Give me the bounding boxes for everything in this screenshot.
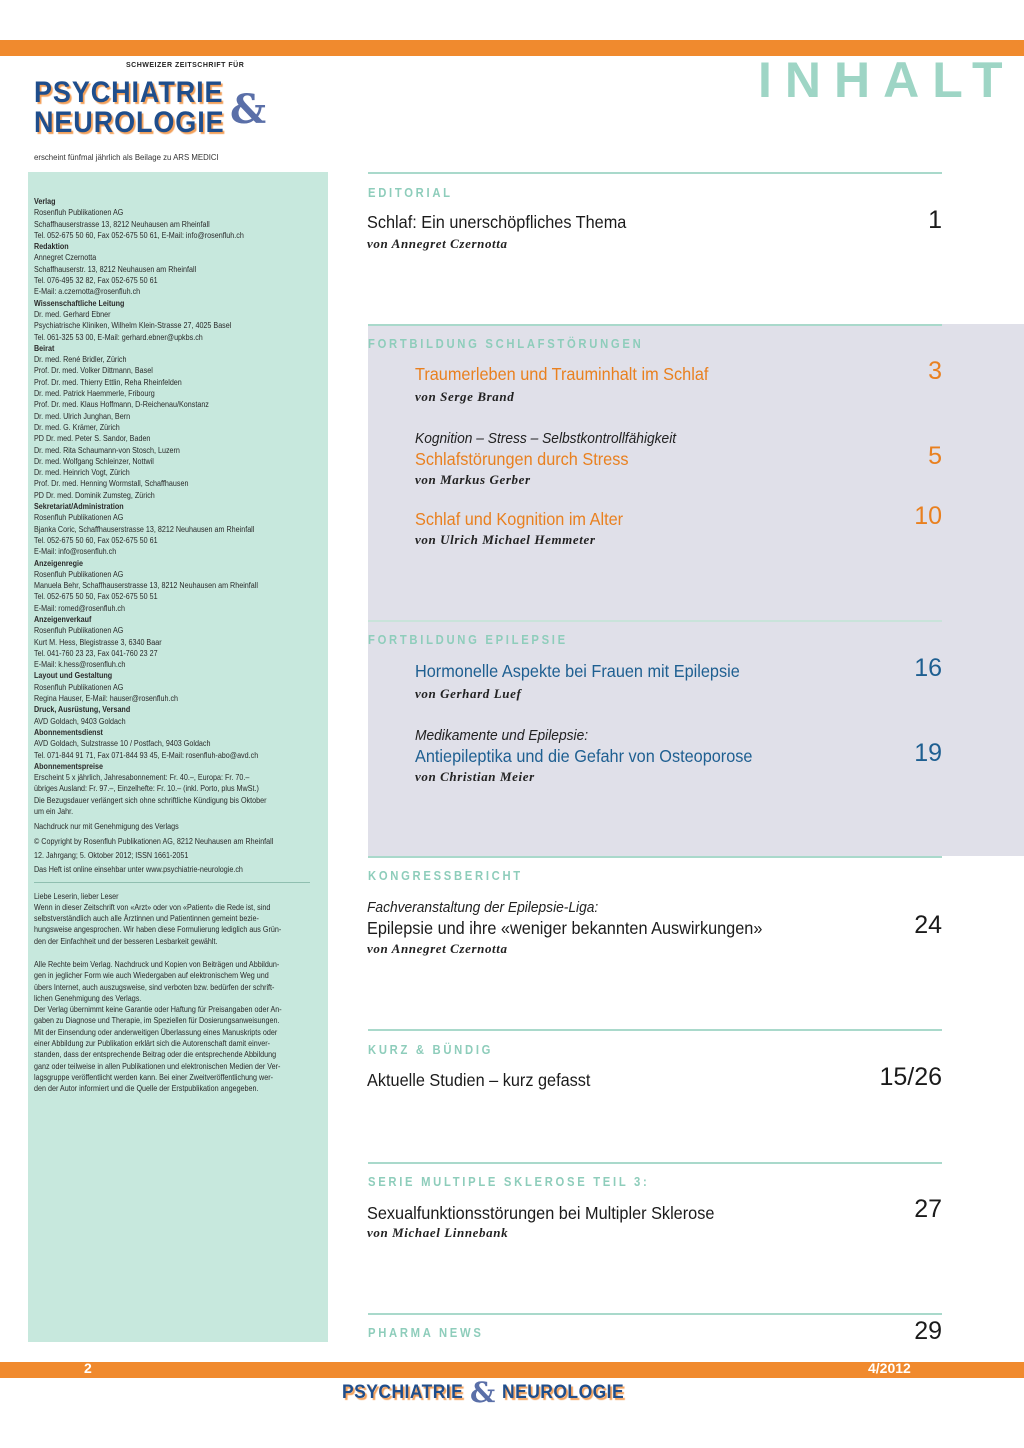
impressum-line: PD Dr. med. Peter S. Sandor, Baden [34, 434, 151, 444]
article-author-osteoporose: von Christian Meier [415, 769, 535, 784]
page-number-stress: 5 [928, 442, 942, 470]
reader-note-line: Liebe Leserin, lieber Leser [34, 891, 119, 901]
rights-note-line: ganz oder teilweise in allen Publikationen und elektronischen Medien der Ver- [34, 1061, 281, 1071]
footer-logo-word-psychiatrie: PSYCHIATRIE [342, 1382, 464, 1403]
footer-logo-word-neurologie: NEUROLOGIE [502, 1382, 625, 1403]
article-author-hormonelle: von Gerhard Luef [415, 686, 522, 701]
impressum-line: Schaffhauserstr. 13, 8212 Neuhausen am Rheinfall [34, 264, 197, 274]
impressum-heading: Abonnementsdienst [34, 727, 103, 737]
section-label-kurz: KURZ & BÜNDIG [368, 1043, 494, 1057]
logo-word-psychiatrie: PSYCHIATRIE [34, 76, 224, 109]
impressum-line: E-Mail: romed@rosenfluh.ch [34, 603, 126, 613]
impressum-line: AVD Goldach, Sulzstrasse 10 / Postfach, 9403 Goldach [34, 739, 211, 749]
impressum-line: Prof. Dr. med. Klaus Hoffmann, D-Reichenau/Konstanz [34, 400, 209, 410]
impressum-line: übriges Ausland: Fr. 97.–, Einzelhefte: Fr. 10.– (inkl. Porto, plus MwSt.) [34, 784, 259, 794]
impressum-line: Schaffhauserstrasse 13, 8212 Neuhausen am Rheinfall [34, 219, 210, 229]
impressum-line: Dr. med. Heinrich Vogt, Zürich [34, 468, 130, 478]
impressum-line: Tel. 071-844 91 71, Fax 071-844 93 45, E-Mail: rosenfluh-abo@avd.ch [34, 750, 259, 760]
rights-note-line: gaben zu Diagnose und Therapie, im Speziellen für Dosierungsanweisungen. [34, 1016, 280, 1026]
impressum-line: AVD Goldach, 9403 Goldach [34, 716, 126, 726]
page-number-pharma: 29 [914, 1317, 942, 1345]
section-divider [368, 856, 942, 858]
rights-note-line: lichen Genehmigung des Verlags. [34, 993, 142, 1003]
page-heading: INHALT [758, 52, 1016, 108]
logo-ampersand: & [230, 86, 267, 133]
rights-note-line: lagsgruppe veröffentlicht werden kann. Bei einer Zweitveröffentlichung wer- [34, 1072, 273, 1082]
page-number-kognition-alter: 10 [914, 502, 942, 530]
impressum-line: Rosenfluh Publikationen AG [34, 626, 124, 636]
rights-note-line: den der Autor informiert und die Quelle der Erstpublikation angegeben. [34, 1084, 259, 1094]
impressum-line: Dr. med. Ulrich Junghan, Bern [34, 411, 131, 421]
journal-logo [34, 62, 334, 172]
reader-note-line: Wenn in dieser Zeitschrift von «Arzt» oder von «Patient» die Rede ist, sind [34, 902, 271, 912]
section-label-epilepsie: FORTBILDUNG EPILEPSIE [368, 633, 568, 647]
logo-tagline: erscheint fünfmal jährlich als Beilage zu ARS MEDICI [34, 152, 219, 162]
impressum-line: Rosenfluh Publikationen AG [34, 208, 124, 218]
rights-note-line: Mit der Einsendung oder anderweitigen Überlassung eines Manuskripts oder [34, 1027, 278, 1037]
impressum-panel [28, 172, 328, 1342]
impressum-heading: Druck, Ausrüstung, Versand [34, 705, 131, 715]
article-title-osteoporose[interactable]: Antiepileptika und die Gefahr von Osteoporose [415, 746, 753, 766]
issue-number: 4/2012 [868, 1360, 911, 1376]
article-author-traumerleben: von Serge Brand [415, 389, 515, 404]
impressum-line: Erscheint 5 x jährlich, Jahresabonnement: Fr. 40.–, Europa: Fr. 70.– [34, 773, 250, 783]
impressum-line: Tel. 076-495 32 82, Fax 052-675 50 61 [34, 276, 158, 286]
impressum-line: Die Bezugsdauer verlängert sich ohne schriftliche Kündigung bis Oktober [34, 795, 267, 805]
page-number-traumerleben: 3 [928, 357, 942, 385]
article-title-stress[interactable]: Schlafstörungen durch Stress [415, 449, 629, 469]
article-author-stress: von Markus Gerber [415, 472, 531, 487]
article-title-hormonelle[interactable]: Hormonelle Aspekte bei Frauen mit Epilepsie [415, 661, 740, 681]
article-title-ms[interactable]: Sexualfunktionsstörungen bei Multipler Sklerose [367, 1203, 715, 1223]
impressum-line: PD Dr. med. Dominik Zumsteg, Zürich [34, 490, 155, 500]
page-number-ms: 27 [914, 1195, 942, 1223]
page-number-hormonelle: 16 [914, 654, 942, 682]
impressum-line: Rosenfluh Publikationen AG [34, 682, 124, 692]
impressum-heading: Beirat [34, 343, 55, 353]
section-divider [368, 1313, 942, 1315]
article-author-ms: von Michael Linnebank [367, 1225, 509, 1240]
article-author-editorial: von Annegret Czernotta [367, 236, 508, 251]
rights-note-line: einer Abbildung zur Publikation erklärt sich die Autorenschaft damit einver- [34, 1039, 271, 1049]
impressum-line: Dr. med. Patrick Haemmerle, Fribourg [34, 389, 155, 399]
section-label-schlaf: FORTBILDUNG SCHLAFSTÖRUNGEN [368, 337, 644, 351]
impressum-heading: Verlag [34, 197, 56, 206]
impressum-heading: Layout und Gestaltung [34, 671, 113, 681]
section-divider [368, 620, 942, 622]
article-title-editorial[interactable]: Schlaf: Ein unerschöpfliches Thema [367, 212, 627, 232]
impressum-line: Dr. med. G. Krämer, Zürich [34, 422, 120, 432]
reader-note-line: selbstverständlich auch alle Ärztinnen und Patientinnen gemeint bezie- [34, 914, 259, 924]
impressum-line: E-Mail: k.hess@rosenfluh.ch [34, 660, 126, 670]
impressum-heading: Redaktion [34, 242, 69, 252]
article-kicker-kongress: Fachveranstaltung der Epilepsie-Liga: [367, 900, 599, 916]
impressum-heading: Anzeigenverkauf [34, 614, 92, 624]
impressum-note: Nachdruck nur mit Genehmigung des Verlags [34, 822, 179, 832]
impressum-line: Dr. med. Wolfgang Schleinzer, Nottwil [34, 456, 154, 466]
rights-note-line: Alle Rechte beim Verlag. Nachdruck und Kopien von Beiträgen und Abbildun- [34, 960, 280, 969]
impressum-line: Rosenfluh Publikationen AG [34, 569, 124, 579]
article-title-kurz[interactable]: Aktuelle Studien – kurz gefasst [367, 1070, 591, 1090]
section-label-pharma: PHARMA NEWS [368, 1326, 484, 1340]
spacer [34, 947, 324, 959]
rights-note-line: gen in jeglicher Form wie auch Wiedergaben auf elektronischem Weg und [34, 971, 269, 981]
impressum-heading: Abonnementspreise [34, 761, 103, 771]
impressum-note: © Copyright by Rosenfluh Publikationen AG, 8212 Neuhausen am Rheinfall [34, 836, 274, 846]
section-divider [368, 1029, 942, 1031]
section-label-editorial: EDITORIAL [368, 186, 453, 200]
folio-page-number: 2 [84, 1360, 92, 1376]
article-title-kongress[interactable]: Epilepsie und ihre «weniger bekannten Auswirkungen» [367, 918, 763, 938]
impressum-line: Dr. med. Gerhard Ebner [34, 309, 111, 319]
page-number-kongress: 24 [914, 911, 942, 939]
impressum-note: Das Heft ist online einsehbar unter www.psychiatrie-neurologie.ch [34, 865, 243, 875]
impressum-line: um ein Jahr. [34, 807, 74, 817]
section-divider [368, 172, 942, 174]
page-number-kurz: 15/26 [879, 1063, 942, 1091]
impressum-line: Dr. med. Rita Schaumann-von Stosch, Luzern [34, 445, 180, 455]
footer-logo [320, 1378, 650, 1412]
article-title-traumerleben[interactable]: Traumerleben und Trauminhalt im Schlaf [415, 364, 709, 384]
impressum-note: 12. Jahrgang; 5. Oktober 2012; ISSN 1661-2051 [34, 850, 189, 860]
impressum-line: Tel. 061-325 53 00, E-Mail: gerhard.ebner@upkbs.ch [34, 332, 203, 342]
impressum-line: Prof. Dr. med. Thierry Ettlin, Reha Rheinfelden [34, 377, 182, 387]
impressum-line: Dr. med. René Bridler, Zürich [34, 355, 127, 365]
rights-note-line: übers Internet, auch auszugsweise, sind verboten bzw. bedürfen der schrift- [34, 982, 275, 992]
footer-logo-ampersand: & [470, 1376, 496, 1409]
section-label-ms: SERIE MULTIPLE SKLEROSE TEIL 3: [368, 1175, 650, 1189]
section-divider [368, 324, 942, 326]
impressum-line: Prof. Dr. med. Volker Dittmann, Basel [34, 366, 153, 376]
impressum-line: Regina Hauser, E-Mail: hauser@rosenfluh.ch [34, 694, 179, 704]
logo-subtitle: SCHWEIZER ZEITSCHRIFT FÜR [126, 62, 245, 69]
rights-note-line: standen, dass der entsprechende Beitrag oder die entsprechende Abbildung [34, 1050, 277, 1060]
article-author-kognition-alter: von Ulrich Michael Hemmeter [415, 532, 596, 547]
impressum-line: Manuela Behr, Schaffhauserstrasse 13, 8212 Neuhausen am Rheinfall [34, 581, 258, 591]
reader-note-line: hungsweise angesprochen. Wir haben diese Formulierung lediglich aus Grün- [34, 925, 282, 935]
article-title-kognition-alter[interactable]: Schlaf und Kognition im Alter [415, 509, 624, 529]
article-kicker-stress: Kognition – Stress – Selbstkontrollfähigkeit [415, 431, 677, 447]
section-divider [368, 1162, 942, 1164]
impressum-line: Tel. 041-760 23 23, Fax 041-760 23 27 [34, 648, 158, 658]
impressum-line: Rosenfluh Publikationen AG [34, 513, 124, 523]
article-author-kongress: von Annegret Czernotta [367, 941, 508, 956]
impressum-line: Prof. Dr. med. Henning Wormstall, Schaffhausen [34, 479, 189, 489]
impressum-text [34, 196, 324, 1095]
impressum-line: Psychiatrische Kliniken, Wilhelm Klein-Strasse 27, 4025 Basel [34, 321, 232, 331]
impressum-line: Annegret Czernotta [34, 253, 97, 263]
impressum-line: Tel. 052-675 50 50, Fax 052-675 50 51 [34, 592, 158, 602]
impressum-line: E-Mail: info@rosenfluh.ch [34, 547, 117, 557]
article-kicker-osteoporose: Medikamente und Epilepsie: [415, 728, 589, 744]
impressum-heading: Sekretariat/Administration [34, 502, 124, 512]
impressum-heading: Anzeigenregie [34, 558, 84, 568]
impressum-line: E-Mail: a.czernotta@rosenfluh.ch [34, 287, 141, 297]
impressum-heading: Wissenschaftliche Leitung [34, 298, 125, 308]
logo-word-neurologie: NEUROLOGIE [34, 106, 225, 139]
page-number-editorial: 1 [928, 206, 942, 234]
reader-note-line: den der Einfachheit und der besseren Lesbarkeit gewählt. [34, 936, 218, 946]
rights-note-line: Der Verlag übernimmt keine Garantie oder Haftung für Preisangaben oder An- [34, 1005, 282, 1015]
impressum-line: Tel. 052-675 50 60, Fax 052-675 50 61 [34, 535, 158, 545]
page-number-osteoporose: 19 [914, 739, 942, 767]
section-label-kongress: KONGRESSBERICHT [368, 869, 523, 883]
impressum-line: Bjanka Coric, Schaffhauserstrasse 13, 8212 Neuhausen am Rheinfall [34, 524, 255, 534]
impressum-divider [34, 882, 310, 883]
impressum-line: Tel. 052-675 50 60, Fax 052-675 50 61, E-Mail: info@rosenfluh.ch [34, 230, 244, 240]
impressum-line: Kurt M. Hess, Blegistrasse 3, 6340 Baar [34, 637, 162, 647]
